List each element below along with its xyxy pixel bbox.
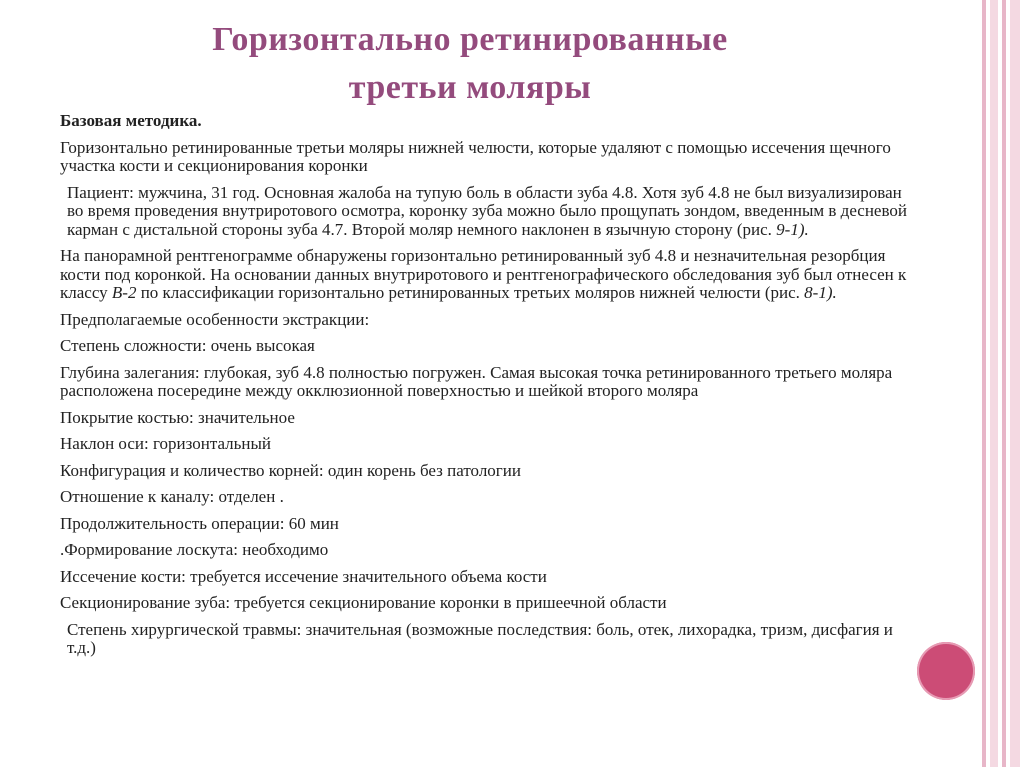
difficulty-item: Степень сложности: очень высокая — [60, 336, 315, 355]
axis-tilt-item: Наклон оси: горизонтальный — [60, 434, 271, 453]
patient-text: Пациент: мужчина, 31 год. Основная жалоба на тупую боль в области зуба 4.8. Хотя зуб 4.8 не был визуализирован во время проведения внутриротового осмотра, коронку зуба можно было прощупать зондом, введенным в десневой карман с дистальной стороны зуба 4.7. Второй моляр немного наклонен в язычную сторону (рис. — [67, 182, 907, 239]
patient-paragraph — [60, 184, 920, 240]
intro-paragraph: Горизонтально ретинированные третьи моляры нижней челюсти, которые удаляют с помощью иссечения щечного участка кости и секционирования коронки — [60, 137, 891, 175]
method-heading: Базовая методика. — [60, 111, 202, 130]
xray-class: В-2 — [111, 283, 137, 302]
patient-figure-ref: 9-1). — [776, 219, 809, 239]
slide-content — [60, 112, 920, 666]
features-heading: Предполагаемые особенности экстракции: — [60, 309, 370, 329]
flap-item: .Формирование лоскута: необходимо — [60, 540, 329, 559]
xray-text-2: по классификации горизонтально ретинированных третьих моляров нижней челюсти (рис. — [136, 283, 805, 302]
bone-cover-item: Покрытие костью: значительное — [60, 407, 295, 427]
xray-figure-ref: 8-1). — [804, 283, 837, 302]
xray-text-1: На панорамной рентгенограмме обнаружены горизонтально ретинированный зуб 4.8 и незначительная резорбция кости под коронкой. На основании данных внутриротового и рентгенографического обследования зуб был отнесен к классу — [60, 246, 907, 302]
page-title — [60, 16, 880, 112]
title-line-1: Горизонтально ретинированные — [212, 21, 728, 58]
bone-excision-item: Иссечение кости: требуется иссечение значительного объема кости — [60, 566, 547, 586]
decor-stripes — [982, 0, 1024, 767]
roots-item: Конфигурация и количество корней: один корень без патологии — [60, 460, 521, 480]
decor-circle — [917, 642, 975, 700]
xray-paragraph — [60, 247, 920, 303]
trauma-item: Степень хирургической травмы: значительная (возможные последствия: боль, отек, лихорадка, тризм, дисфагия и т.д.) — [67, 619, 893, 657]
canal-item: Отношение к каналу: отделен . — [60, 487, 284, 506]
sectioning-item: Секционирование зуба: требуется секционирование коронки в пришеечной области — [60, 593, 667, 612]
depth-item: Глубина залегания: глубокая, зуб 4.8 полностью погружен. Самая высокая точка ретинированного третьего моляра расположена посередине между окклюзионной поверхностью и шейкой второго моляра — [60, 362, 893, 400]
title-line-2: третьи моляры — [348, 69, 592, 106]
duration-item: Продолжительность операции: 60 мин — [60, 513, 339, 533]
